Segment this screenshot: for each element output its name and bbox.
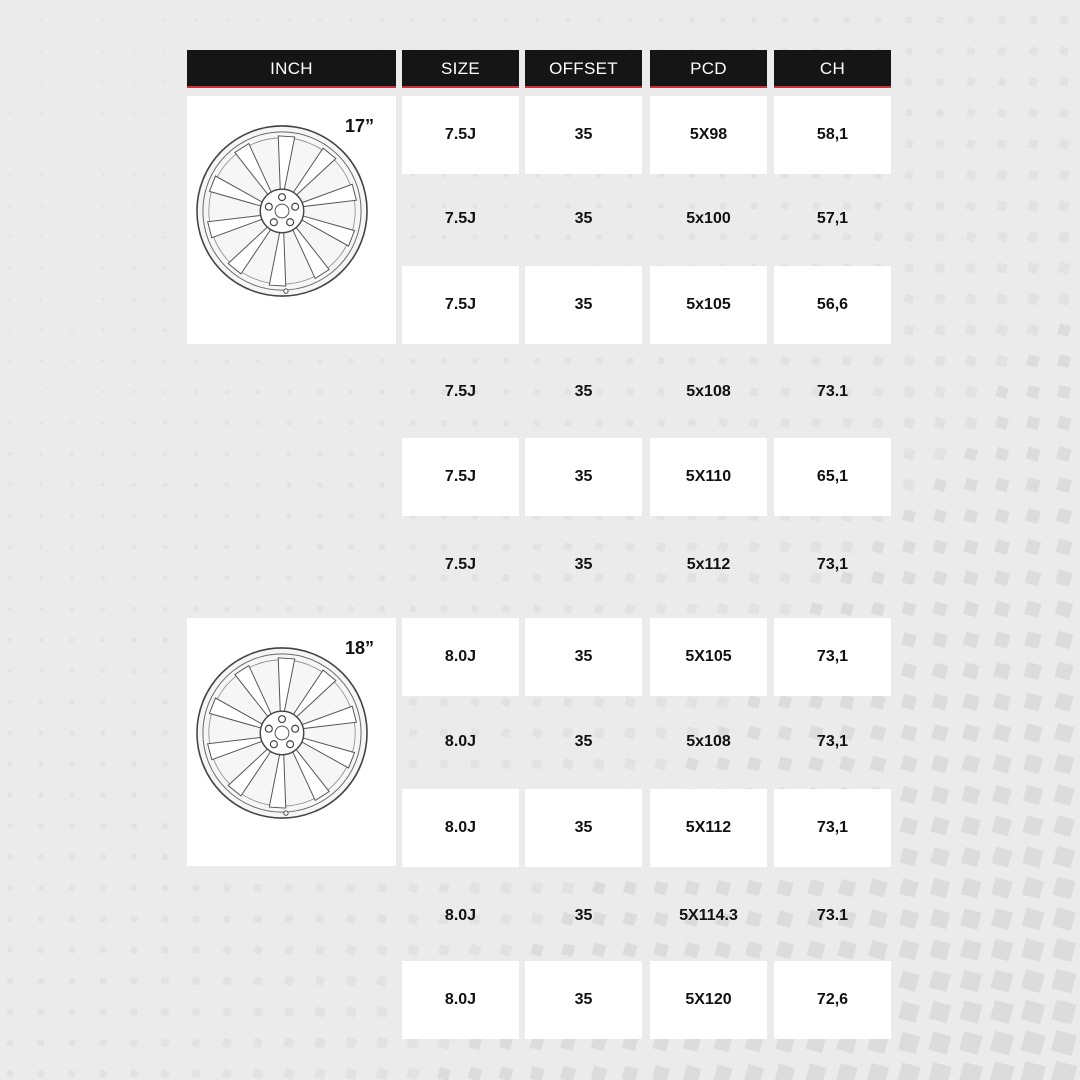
- cell-ch: 73.1: [816, 383, 849, 400]
- cell-size: 8.0J: [444, 733, 477, 750]
- header-size: SIZE: [402, 50, 519, 88]
- cell-pcd: 5x105: [650, 266, 767, 344]
- cell-offset: 35: [574, 210, 593, 227]
- cell-pcd: 5X114.3: [679, 907, 738, 924]
- cell-ch: 73,1: [774, 618, 891, 696]
- cell-ch: 58,1: [774, 96, 891, 174]
- cell-size: 8.0J: [402, 789, 519, 867]
- wheel-image-17: [193, 122, 371, 300]
- cell-offset: 35: [525, 789, 642, 867]
- cell-pcd: 5X120: [650, 961, 767, 1039]
- cell-offset: 35: [574, 733, 593, 750]
- cell-offset: 35: [525, 266, 642, 344]
- cell-size: 8.0J: [402, 961, 519, 1039]
- header-offset: OFFSET: [525, 50, 642, 88]
- cell-size: 7.5J: [402, 96, 519, 174]
- header-ch: CH: [774, 50, 891, 88]
- cell-offset: 35: [525, 961, 642, 1039]
- cell-ch: 72,6: [774, 961, 891, 1039]
- cell-size: 8.0J: [402, 618, 519, 696]
- cell-ch: 73.1: [816, 907, 849, 924]
- cell-ch: 65,1: [774, 438, 891, 516]
- cell-pcd: 5x108: [686, 383, 731, 400]
- cell-size: 7.5J: [402, 438, 519, 516]
- cell-pcd: 5x100: [686, 210, 731, 227]
- wheel-card-18: [187, 618, 396, 866]
- cell-offset: 35: [574, 556, 593, 573]
- cell-pcd: 5X110: [650, 438, 767, 516]
- cell-offset: 35: [525, 618, 642, 696]
- cell-pcd: 5X105: [650, 618, 767, 696]
- cell-offset: 35: [574, 907, 593, 924]
- cell-pcd: 5x108: [686, 733, 731, 750]
- cell-ch: 73,1: [774, 789, 891, 867]
- cell-pcd: 5X98: [650, 96, 767, 174]
- cell-ch: 57,1: [816, 210, 849, 227]
- cell-offset: 35: [525, 96, 642, 174]
- cell-size: 7.5J: [444, 383, 477, 400]
- cell-ch: 73,1: [816, 556, 849, 573]
- cell-ch: 73,1: [816, 733, 849, 750]
- inch-label-17: 17”: [344, 116, 374, 136]
- header-inch: INCH: [187, 50, 396, 88]
- cell-size: 7.5J: [444, 556, 477, 573]
- cell-size: 7.5J: [402, 266, 519, 344]
- wheel-card-17: [187, 96, 396, 344]
- inch-label-18: 18”: [344, 638, 374, 658]
- cell-pcd: 5X112: [650, 789, 767, 867]
- cell-size: 8.0J: [444, 907, 477, 924]
- cell-size: 7.5J: [444, 210, 477, 227]
- header-pcd: PCD: [650, 50, 767, 88]
- cell-ch: 56,6: [774, 266, 891, 344]
- cell-pcd: 5x112: [686, 556, 731, 573]
- wheel-image-18: [193, 644, 371, 822]
- cell-offset: 35: [525, 438, 642, 516]
- cell-offset: 35: [574, 383, 593, 400]
